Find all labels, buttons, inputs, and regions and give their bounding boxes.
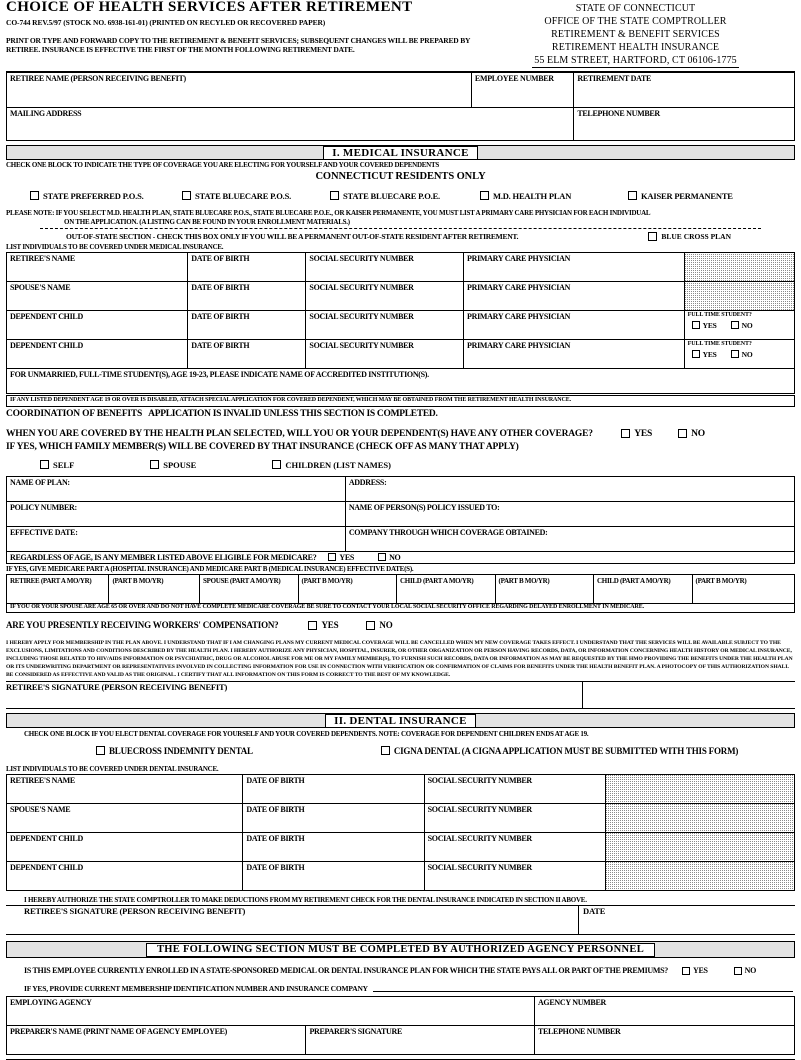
blue-cross-plan-label: BLUE CROSS PLAN bbox=[661, 232, 731, 242]
checkbox-icon[interactable] bbox=[621, 429, 630, 438]
table-row bbox=[7, 997, 795, 1026]
row-label-text: DEPENDENT CHILD bbox=[10, 312, 83, 321]
table-row bbox=[7, 1026, 795, 1055]
col-label-text: SOCIAL SECURITY NUMBER bbox=[309, 341, 414, 350]
field-label: NAME OF PERSON(S) POLICY ISSUED TO: bbox=[348, 502, 500, 512]
col-label-text: SPOUSE (PART A MO/YR) bbox=[203, 576, 281, 585]
dental-option-label: BLUECROSS INDEMNITY DENTAL bbox=[109, 745, 253, 756]
checkbox-icon[interactable] bbox=[40, 460, 49, 469]
field-label: AGENCY NUMBER bbox=[537, 998, 606, 1008]
table-row bbox=[7, 108, 795, 141]
section-banner-medical-label: I. MEDICAL INSURANCE bbox=[323, 146, 478, 160]
field-label: ADDRESS: bbox=[348, 477, 387, 487]
agency-info-table bbox=[6, 996, 795, 1026]
medicare-child1-part-b[interactable] bbox=[495, 574, 594, 603]
out-of-state-row bbox=[6, 232, 795, 241]
agency-enrollment-yes[interactable] bbox=[682, 966, 708, 975]
agency-division: RETIREMENT & BENEFIT SERVICES bbox=[551, 29, 720, 40]
checkbox-icon[interactable] bbox=[731, 321, 739, 329]
checkbox-icon[interactable] bbox=[328, 553, 336, 561]
col-label-text: DATE OF BIRTH bbox=[246, 804, 305, 814]
medical-pcp-cell[interactable] bbox=[464, 282, 685, 311]
section-banner-medical bbox=[6, 145, 795, 160]
col-label-text: PRIMARY CARE PHYSICIAN bbox=[467, 283, 571, 292]
col-label-text: SOCIAL SECURITY NUMBER bbox=[427, 804, 532, 814]
checkbox-icon[interactable] bbox=[678, 429, 687, 438]
retiree-signature-label: RETIREE'S SIGNATURE (PERSON RECEIVING BENEFIT) bbox=[24, 906, 246, 917]
dental-dob-cell[interactable] bbox=[243, 861, 424, 890]
header-left bbox=[6, 0, 476, 55]
retiree-name-label: RETIREE NAME (PERSON RECEIVING BENEFIT) bbox=[10, 74, 186, 83]
table-row bbox=[7, 253, 795, 282]
medicare-yesno bbox=[328, 553, 400, 562]
medicare-question-row bbox=[10, 553, 791, 562]
full-time-student-label: FULL TIME STUDENT? bbox=[687, 312, 752, 318]
medicare-note-box bbox=[6, 603, 795, 614]
preparer-table bbox=[6, 1025, 795, 1055]
date-label: DATE bbox=[583, 906, 606, 917]
company-obtained-field[interactable] bbox=[345, 526, 794, 551]
telephone-number-label: TELEPHONE NUMBER bbox=[577, 109, 660, 118]
col-label-text: CHILD (PART A MO/YR) bbox=[597, 576, 671, 585]
field-label: POLICY NUMBER: bbox=[10, 502, 77, 512]
header-instructions: PRINT OR TYPE AND FORWARD COPY TO THE RETIREMENT & BENEFIT SERVICES; SUBSEQUENT CHANGES WILL BE PREPARED BY RETIREE. INSURANCE IS EFFECTIVE THE FIRST OF THE MONTH FOLLOWING RETIREMENT DATE. bbox=[6, 35, 470, 55]
medical-dob-cell[interactable] bbox=[188, 311, 306, 340]
family-option-self[interactable] bbox=[40, 460, 74, 470]
medical-ssn-cell[interactable] bbox=[306, 340, 464, 369]
checkbox-icon[interactable] bbox=[30, 191, 39, 200]
medical-coverage-table bbox=[6, 252, 795, 394]
employee-number-field[interactable] bbox=[471, 73, 573, 108]
address-table bbox=[6, 107, 795, 141]
row-label-text: DEPENDENT CHILD bbox=[10, 341, 83, 350]
agency-block bbox=[476, 0, 795, 68]
section-banner-agency bbox=[6, 941, 795, 958]
field-label: PREPARER'S NAME (PRINT NAME OF AGENCY EMPLOYEE) bbox=[10, 1027, 228, 1037]
family-option-label: CHILDREN (LIST NAMES) bbox=[285, 459, 391, 470]
medicare-question: REGARDLESS OF AGE, IS ANY MEMBER LISTED ABOVE ELIGIBLE FOR MEDICARE? bbox=[10, 552, 317, 562]
address-field[interactable] bbox=[345, 476, 794, 501]
medicare-spouse-part-b[interactable] bbox=[298, 574, 397, 603]
family-option-children[interactable] bbox=[272, 460, 391, 470]
col-label-text: PRIMARY CARE PHYSICIAN bbox=[467, 254, 571, 263]
dental-ssn-cell[interactable] bbox=[424, 832, 605, 861]
medical-plan-options bbox=[6, 191, 795, 201]
col-label-text: SOCIAL SECURITY NUMBER bbox=[427, 833, 532, 843]
no-label: NO bbox=[741, 349, 753, 359]
checkbox-icon[interactable] bbox=[150, 460, 159, 469]
table-row bbox=[7, 774, 795, 803]
dental-date-field[interactable] bbox=[579, 906, 795, 934]
col-label-text: SOCIAL SECURITY NUMBER bbox=[427, 775, 532, 785]
agency-enrollment-yesno bbox=[682, 966, 756, 975]
medicare-child2-part-a[interactable] bbox=[594, 574, 693, 603]
retirement-date-field[interactable] bbox=[574, 73, 795, 108]
section-banner-dental bbox=[6, 713, 795, 728]
agency-enrollment-question-row bbox=[6, 966, 795, 975]
yes-label: YES bbox=[693, 966, 708, 976]
plan-option-state-bluecare-poe[interactable] bbox=[330, 191, 480, 201]
employee-number-label: EMPLOYEE NUMBER bbox=[474, 74, 554, 83]
col-label-text: DATE OF BIRTH bbox=[246, 862, 305, 872]
no-label: NO bbox=[379, 620, 393, 631]
medical-signature-date-field[interactable] bbox=[583, 682, 795, 708]
dental-ssn-cell[interactable] bbox=[424, 861, 605, 890]
plan-option-label: STATE PREFERRED P.O.S. bbox=[43, 190, 144, 201]
medical-dob-cell[interactable] bbox=[188, 282, 306, 311]
checkbox-icon[interactable] bbox=[682, 967, 690, 975]
medical-pcp-cell[interactable] bbox=[464, 340, 685, 369]
medical-row-label[interactable] bbox=[7, 282, 188, 311]
policy-number-field[interactable] bbox=[7, 501, 346, 526]
dental-shaded-cell bbox=[605, 832, 794, 861]
student-yes-option[interactable] bbox=[692, 321, 717, 330]
dashed-divider bbox=[40, 228, 761, 229]
workers-comp-no[interactable] bbox=[366, 620, 392, 630]
dental-row-label[interactable] bbox=[7, 774, 243, 803]
family-option-label: SPOUSE bbox=[163, 459, 197, 470]
plan-option-state-bluecare-pos[interactable] bbox=[182, 191, 330, 201]
medical-signature-row bbox=[6, 682, 795, 708]
retiree-signature-field-dental[interactable] bbox=[6, 906, 579, 934]
medicare-delayed-enrollment-note: IF YOU OR YOUR SPOUSE ARE AGE 65 OR OVER AND DO NOT HAVE COMPLETE MEDICARE COVERAGE BE SURE TO CONTACT YOUR LOCAL SOCIAL SECURITY OFFICE REGARDING DELAYED ENROLLMENT IN MEDICARE. bbox=[10, 603, 645, 610]
signature-divider bbox=[6, 708, 795, 709]
checkbox-icon[interactable] bbox=[308, 621, 317, 630]
plan-option-state-preferred-pos[interactable] bbox=[30, 191, 182, 201]
col-label-text: SOCIAL SECURITY NUMBER bbox=[309, 312, 414, 321]
row-label-text: SPOUSE'S NAME bbox=[10, 804, 71, 814]
agency-number-field[interactable] bbox=[534, 997, 794, 1026]
medical-please-note-line2: ON THE APPLICATION. (A LISTING CAN BE FOUND IN YOUR ENROLLMENT MATERIALS.) bbox=[64, 217, 350, 226]
family-member-options bbox=[6, 460, 795, 470]
family-option-label: SELF bbox=[53, 459, 75, 470]
col-label-text: DATE OF BIRTH bbox=[191, 254, 250, 263]
agency-if-yes-row bbox=[6, 984, 795, 993]
col-label-text: DATE OF BIRTH bbox=[191, 283, 250, 292]
dental-dob-cell[interactable] bbox=[243, 774, 424, 803]
mailing-address-label: MAILING ADDRESS bbox=[10, 109, 82, 118]
field-label: TELEPHONE NUMBER bbox=[537, 1027, 621, 1037]
agency-enrollment-no[interactable] bbox=[734, 966, 756, 975]
col-label-text: (PART B MO/YR) bbox=[112, 576, 164, 585]
checkbox-icon[interactable] bbox=[381, 746, 390, 755]
table-row bbox=[7, 340, 795, 369]
blue-cross-plan-option[interactable] bbox=[648, 232, 795, 241]
field-label: EMPLOYING AGENCY bbox=[10, 998, 92, 1008]
other-coverage-no[interactable] bbox=[678, 429, 705, 439]
agency-if-yes-instruction: IF YES, PROVIDE CURRENT MEMBERSHIP IDENTIFICATION NUMBER AND INSURANCE COMPANY bbox=[24, 984, 368, 994]
medicare-no[interactable] bbox=[378, 553, 400, 562]
identity-table bbox=[6, 72, 795, 108]
no-label: NO bbox=[741, 320, 753, 330]
col-label-text: SOCIAL SECURITY NUMBER bbox=[309, 283, 414, 292]
table-row bbox=[7, 282, 795, 311]
section-banner-agency-label: THE FOLLOWING SECTION MUST BE COMPLETED BY AUTHORIZED AGENCY PERSONNEL bbox=[146, 943, 655, 957]
medicare-spouse-part-a[interactable] bbox=[200, 574, 299, 603]
telephone-number-field[interactable] bbox=[574, 108, 795, 141]
dental-option-bluecross-indemnity[interactable] bbox=[96, 746, 253, 756]
dental-row-label[interactable] bbox=[7, 803, 243, 832]
unmarried-student-note: FOR UNMARRIED, FULL-TIME STUDENT(S), AGE 19-23, PLEASE INDICATE NAME OF ACCREDITED INSTITUTION(S). bbox=[10, 370, 429, 379]
student-no-option[interactable] bbox=[731, 350, 753, 359]
medical-dob-cell[interactable] bbox=[188, 340, 306, 369]
form-header bbox=[6, 0, 795, 68]
medicare-eligibility-row bbox=[6, 552, 795, 564]
policy-issued-to-field[interactable] bbox=[345, 501, 794, 526]
disabled-dependent-note: IF ANY LISTED DEPENDENT AGE 19 OR OVER IS DISABLED, ATTACH SPECIAL APPLICATION FOR COVERED DEPENDENT, WHICH MAY BE OBTAINED FROM THE RETIREMENT HEALTH INSURANCE. bbox=[10, 397, 572, 403]
workers-comp-yes[interactable] bbox=[308, 620, 338, 630]
dental-shaded-cell bbox=[605, 774, 794, 803]
row-label-text: SPOUSE'S NAME bbox=[10, 283, 71, 292]
authorization-text: I HEREBY APPLY FOR MEMBERSHIP IN THE PLAN ABOVE. I UNDERSTAND THAT IF I AM CHANGING PLANS MY CURRENT MEDICAL COVERAGE WILL BE CANCELLED WHEN MY NEW COVERAGE TAKES EFFECT. I UNDERSTAND THAT THE SERVICES WILL BE AVAILABLE SUBJECT TO THE EXCLUSIONS, LIMITATIONS AND CONDITIONS DESCRIBED BY THE HEALTH PLAN. I HEREBY AUTHORIZE ANY PHYSICIAN, HOSPITAL, INSURER, OR OTHER ORGANIZATION OR PERSON HAVING RECORDS, DATA, OR INFORMATION CONCERNING HEALTH HISTORY OR MEDICAL INSURANCE, INCLUDING THOSE RELATED TO HIV/AIDS INFORMATION OR PSYCHIATRIC, DRUG OR ALCOHOL ABUSE FOR ME OR MY FAMILY MEMBER(S), TO FURNISH SUCH RECORDS, DATA OR INFORMATION AS MAY BE REQUESTED BY THE HMO PROVIDING THE BENEFITS UNDER THE HEALTH PLAN OR ITS UNDERWRITING DEPARTMENT OR REPRESENTATIVES INVOLVED IN COLLECTING INFORMATION FOR USE IN CONNECTION WITH VERIFICATION OR CONFIRMATION OF CLAIMS FOR BENEFITS UNDER THE HEALTH BENEFIT PLAN. A PHOTOCOPY OF THIS AUTHORIZATION SHALL BE CONSIDERED AS EFFECTIVE AND VALID AS THE ORIGINAL. I CERTIFY THAT ALL INFORMATION ON THIS FORM IS CORRECT TO THE BEST OF MY KNOWLEDGE. bbox=[6, 640, 795, 682]
table-row bbox=[7, 73, 795, 108]
effective-date-field[interactable] bbox=[7, 526, 346, 551]
full-time-student-cell[interactable] bbox=[684, 340, 794, 369]
dental-row-label[interactable] bbox=[7, 832, 243, 861]
checkbox-icon[interactable] bbox=[692, 321, 700, 329]
row-label-text: DEPENDENT CHILD bbox=[10, 862, 83, 872]
disabled-dependent-note-box bbox=[6, 395, 795, 407]
dental-list-individuals-label: LIST INDIVIDUALS TO BE COVERED UNDER DENTAL INSURANCE. bbox=[6, 764, 219, 773]
page-title: CHOICE OF HEALTH SERVICES AFTER RETIREMENT bbox=[6, 0, 413, 15]
col-label-text: (PART B MO/YR) bbox=[301, 576, 353, 585]
preparers-name-field[interactable] bbox=[7, 1026, 306, 1055]
table-row bbox=[7, 476, 795, 501]
workers-comp-question: ARE YOU PRESENTLY RECEIVING WORKERS' COMPENSATION? bbox=[6, 620, 279, 631]
col-label-text: DATE OF BIRTH bbox=[191, 341, 250, 350]
dental-plan-options bbox=[6, 746, 795, 756]
retirement-date-label: RETIREMENT DATE bbox=[577, 74, 652, 83]
dental-authorize-text: I HEREBY AUTHORIZE THE STATE COMPTROLLER TO MAKE DEDUCTIONS FROM MY RETIREMENT CHECK FOR THE DENTAL INSURANCE INDICATED IN SECTION II ABOVE. bbox=[6, 896, 795, 907]
workers-comp-yesno bbox=[308, 620, 392, 630]
preparer-telephone-field[interactable] bbox=[534, 1026, 794, 1055]
other-coverage-yesno bbox=[621, 429, 795, 439]
dental-shaded-cell bbox=[605, 861, 794, 890]
col-label-text: DATE OF BIRTH bbox=[191, 312, 250, 321]
dental-option-label: CIGNA DENTAL (A CIGNA APPLICATION MUST BE SUBMITTED WITH THIS FORM) bbox=[393, 745, 739, 756]
medical-row-label[interactable] bbox=[7, 340, 188, 369]
dental-ssn-cell[interactable] bbox=[424, 774, 605, 803]
col-label-text: PRIMARY CARE PHYSICIAN bbox=[467, 341, 571, 350]
yes-label: YES bbox=[321, 620, 339, 631]
row-label-text: RETIREE'S NAME bbox=[10, 254, 75, 263]
retiree-signature-field-medical[interactable] bbox=[6, 682, 583, 708]
dental-ssn-cell[interactable] bbox=[424, 803, 605, 832]
col-label-text: (PART B MO/YR) bbox=[695, 576, 747, 585]
dental-check-one-instruction: CHECK ONE BLOCK IF YOU ELECT DENTAL COVERAGE FOR YOURSELF AND YOUR COVERED DEPENDENTS. NOTE: COVERAGE FOR DEPENDENT CHILDREN ENDS AT AGE 19. bbox=[24, 730, 589, 739]
other-coverage-question: WHEN YOU ARE COVERED BY THE HEALTH PLAN SELECTED, WILL YOU OR YOUR DEPENDENT(S) HAVE ANY OTHER COVERAGE? bbox=[6, 428, 593, 439]
full-time-student-cell[interactable] bbox=[684, 311, 794, 340]
yes-label: YES bbox=[339, 552, 355, 562]
yes-label: YES bbox=[702, 349, 717, 359]
medicare-if-yes-instruction: IF YES, GIVE MEDICARE PART A (HOSPITAL INSURANCE) AND MEDICARE PART B (MEDICAL INSURANCE) EFFECTIVE DATE(S). bbox=[6, 564, 414, 573]
other-coverage-yes[interactable] bbox=[621, 429, 652, 439]
col-label-text: (PART B MO/YR) bbox=[498, 576, 550, 585]
checkbox-icon[interactable] bbox=[648, 232, 657, 241]
dental-option-cigna-dental[interactable] bbox=[381, 746, 738, 756]
checkbox-icon[interactable] bbox=[272, 460, 281, 469]
field-label: EFFECTIVE DATE: bbox=[10, 527, 78, 537]
cob-title: COORDINATION OF BENEFITS bbox=[6, 408, 143, 419]
medical-row-label[interactable] bbox=[7, 311, 188, 340]
full-time-student-label: FULL TIME STUDENT? bbox=[687, 341, 752, 347]
table-row bbox=[7, 803, 795, 832]
table-row bbox=[7, 501, 795, 526]
retiree-name-field[interactable] bbox=[7, 73, 472, 108]
table-row bbox=[7, 526, 795, 551]
workers-comp-row bbox=[6, 620, 795, 630]
family-option-spouse[interactable] bbox=[150, 460, 196, 470]
mailing-address-field[interactable] bbox=[7, 108, 574, 141]
table-row bbox=[7, 311, 795, 340]
name-of-plan-field[interactable] bbox=[7, 476, 346, 501]
medical-shaded-cell bbox=[684, 282, 794, 311]
agency-office: OFFICE OF THE STATE COMPTROLLER bbox=[544, 16, 727, 27]
plan-option-label: KAISER PERMANENTE bbox=[641, 190, 733, 201]
connecticut-residents-only-label: CONNECTICUT RESIDENTS ONLY bbox=[315, 170, 486, 182]
yes-label: YES bbox=[634, 428, 653, 439]
medical-ssn-cell[interactable] bbox=[306, 282, 464, 311]
checkbox-icon[interactable] bbox=[692, 350, 700, 358]
medical-please-note-line1: PLEASE NOTE: IF YOU SELECT M.D. HEALTH PLAN, STATE BLUECARE P.O.S., STATE BLUECARE P.O.E., OR KAISER PERMANENTE, YOU MUST LIST A PRIMARY CARE PHYSICIAN FOR EACH INDIVIDUAL bbox=[6, 208, 651, 217]
dental-shaded-cell bbox=[605, 803, 794, 832]
retiree-signature-label: RETIREE'S SIGNATURE (PERSON RECEIVING BENEFIT) bbox=[6, 682, 228, 693]
coordination-of-benefits-heading bbox=[6, 409, 795, 419]
checkbox-icon[interactable] bbox=[731, 350, 739, 358]
plan-option-label: STATE BLUECARE P.O.S. bbox=[195, 190, 292, 201]
col-label-text: RETIREE (PART A MO/YR) bbox=[10, 576, 92, 585]
table-row bbox=[7, 861, 795, 890]
medicare-dates-table bbox=[6, 574, 795, 604]
no-label: NO bbox=[744, 966, 757, 976]
agency-address: 55 ELM STREET, HARTFORD, CT 06106-1775 bbox=[534, 55, 737, 66]
no-label: NO bbox=[389, 552, 401, 562]
dental-dob-cell[interactable] bbox=[243, 832, 424, 861]
checkbox-icon[interactable] bbox=[366, 621, 375, 630]
student-yes-option[interactable] bbox=[692, 350, 717, 359]
other-plan-table bbox=[6, 476, 795, 552]
checkbox-icon[interactable] bbox=[480, 191, 489, 200]
medical-pcp-cell[interactable] bbox=[464, 311, 685, 340]
medicare-child1-part-a[interactable] bbox=[397, 574, 496, 603]
col-label-text: DATE OF BIRTH bbox=[246, 775, 305, 785]
medical-shaded-cell bbox=[684, 253, 794, 282]
table-row bbox=[7, 574, 795, 603]
checkbox-icon[interactable] bbox=[378, 553, 386, 561]
medical-pcp-cell[interactable] bbox=[464, 253, 685, 282]
medicare-yes[interactable] bbox=[328, 553, 354, 562]
dental-row-label[interactable] bbox=[7, 861, 243, 890]
field-label: COMPANY THROUGH WHICH COVERAGE OBTAINED: bbox=[348, 527, 548, 537]
field-label: PREPARER'S SIGNATURE bbox=[309, 1027, 403, 1037]
agency-state: STATE OF CONNECTICUT bbox=[575, 3, 696, 14]
field-label: NAME OF PLAN: bbox=[10, 477, 70, 487]
cob-if-yes-instruction: IF YES, WHICH FAMILY MEMBER(S) WILL BE COVERED BY THAT INSURANCE (CHECK OFF AS MANY THAT APPLY) bbox=[6, 441, 519, 452]
no-label: NO bbox=[691, 428, 705, 439]
cob-warning: APPLICATION IS INVALID UNLESS THIS SECTION IS COMPLETED. bbox=[148, 408, 438, 419]
medical-ssn-cell[interactable] bbox=[306, 253, 464, 282]
dental-signature-row bbox=[6, 906, 795, 935]
medicare-retiree-part-a[interactable] bbox=[7, 574, 109, 603]
preparers-signature-field[interactable] bbox=[306, 1026, 535, 1055]
student-no-option[interactable] bbox=[731, 321, 753, 330]
col-label-text: DATE OF BIRTH bbox=[246, 833, 305, 843]
checkbox-icon[interactable] bbox=[182, 191, 191, 200]
row-label-text: RETIREE'S NAME bbox=[10, 775, 75, 785]
section-banner-dental-label: II. DENTAL INSURANCE bbox=[325, 714, 476, 728]
plan-option-md-health-plan[interactable] bbox=[480, 191, 628, 201]
medicare-retiree-part-b[interactable] bbox=[109, 574, 200, 603]
plan-option-label: M.D. HEALTH PLAN bbox=[493, 190, 572, 201]
table-row bbox=[7, 832, 795, 861]
medical-list-individuals-label: LIST INDIVIDUALS TO BE COVERED UNDER MEDICAL INSURANCE. bbox=[6, 243, 224, 252]
row-label-text: DEPENDENT CHILD bbox=[10, 833, 83, 843]
medical-dob-cell[interactable] bbox=[188, 253, 306, 282]
col-label-text: SOCIAL SECURITY NUMBER bbox=[309, 254, 414, 263]
plan-option-label: STATE BLUECARE P.O.E. bbox=[343, 190, 440, 201]
unmarried-student-field[interactable] bbox=[7, 369, 795, 394]
medicare-child2-part-b[interactable] bbox=[692, 574, 794, 603]
col-label-text: SOCIAL SECURITY NUMBER bbox=[427, 862, 532, 872]
out-of-state-instruction: OUT-OF-STATE SECTION - CHECK THIS BOX ONLY IF YOU WILL BE A PERMANENT OUT-OF-STATE RESIDENT AFTER RETIREMENT. bbox=[66, 232, 519, 242]
yes-label: YES bbox=[702, 320, 717, 330]
checkbox-icon[interactable] bbox=[734, 967, 742, 975]
checkbox-icon[interactable] bbox=[96, 746, 105, 755]
dental-dob-cell[interactable] bbox=[243, 803, 424, 832]
employing-agency-field[interactable] bbox=[7, 997, 535, 1026]
col-label-text: CHILD (PART A MO/YR) bbox=[400, 576, 474, 585]
fill-in-line[interactable] bbox=[373, 991, 793, 992]
dental-coverage-table bbox=[6, 774, 795, 891]
checkbox-icon[interactable] bbox=[628, 191, 637, 200]
checkbox-icon[interactable] bbox=[330, 191, 339, 200]
medical-row-label[interactable] bbox=[7, 253, 188, 282]
table-row bbox=[7, 369, 795, 394]
form-code: CO-744 REV.5/97 (STOCK NO. 6938-161-01) (PRINTED ON RECYLED OR RECOVERED PAPER) bbox=[6, 17, 326, 27]
plan-option-kaiser-permanente[interactable] bbox=[628, 191, 733, 201]
other-coverage-question-row bbox=[6, 429, 795, 439]
medical-ssn-cell[interactable] bbox=[306, 311, 464, 340]
medical-check-one-instruction: CHECK ONE BLOCK TO INDICATE THE TYPE OF COVERAGE YOU ARE ELECTING FOR YOURSELF AND YOUR COVERED DEPENDENTS bbox=[6, 161, 440, 169]
agency-enrollment-question: IS THIS EMPLOYEE CURRENTLY ENROLLED IN A STATE-SPONSORED MEDICAL OR DENTAL INSURANCE PLAN FOR WHICH THE STATE PAYS ALL OR PART OF THE PREMIUMS? bbox=[24, 966, 668, 976]
col-label-text: PRIMARY CARE PHYSICIAN bbox=[467, 312, 571, 321]
agency-program: RETIREMENT HEALTH INSURANCE bbox=[551, 42, 720, 53]
